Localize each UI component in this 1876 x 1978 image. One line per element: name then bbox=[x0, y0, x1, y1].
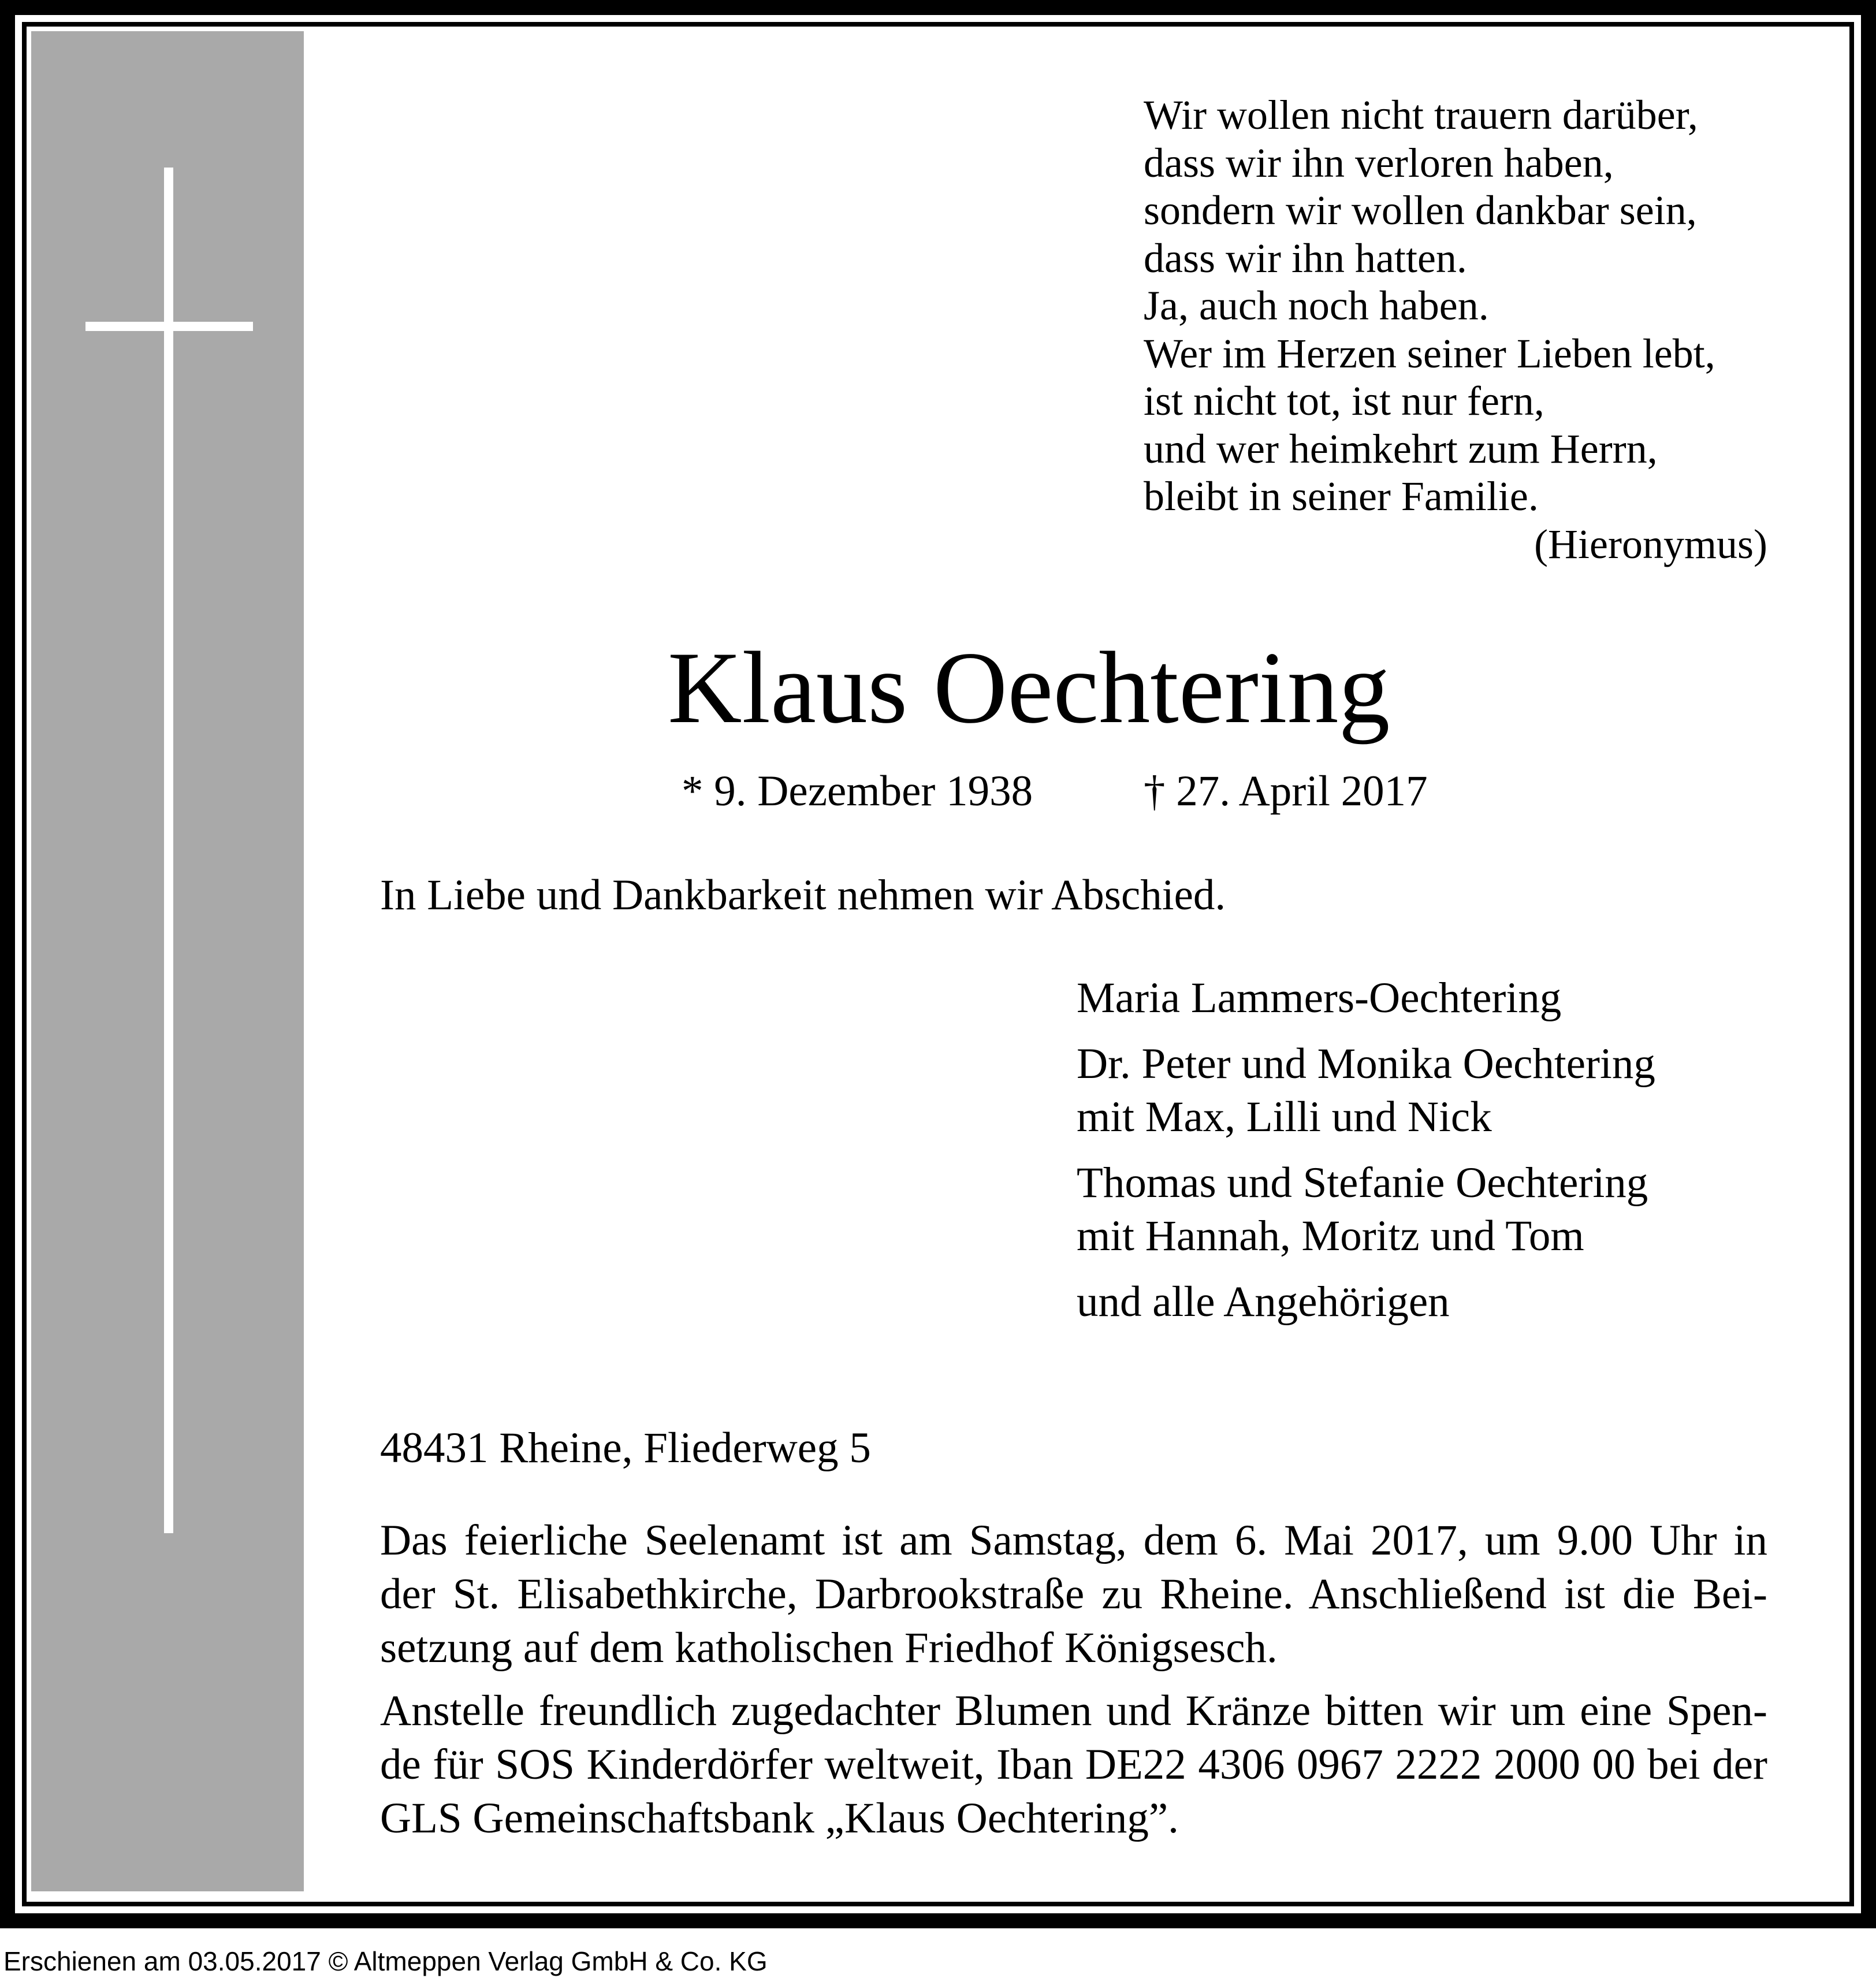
poem-line: Ja, auch noch haben. bbox=[1144, 282, 1489, 329]
family-member: Maria Lammers-Oechtering bbox=[1077, 974, 1562, 1022]
address: 48431 Rheine, Fliederweg 5 bbox=[380, 1424, 871, 1472]
poem-line: dass wir ihn verloren haben, bbox=[1144, 139, 1614, 186]
farewell-text: In Liebe und Dankbarkeit nehmen wir Abschied. bbox=[380, 871, 1226, 919]
poem-line: dass wir ihn hatten. bbox=[1144, 235, 1467, 281]
family-member: Dr. Peter und Monika Oechtering bbox=[1077, 1040, 1655, 1088]
donation-line: Anstelle freundlich zugedachter Blumen und Kränze bitten wir um eine Spen- bbox=[380, 1687, 1767, 1735]
donation-line: GLS Gemeinschaftsbank „Klaus Oechtering”. bbox=[380, 1794, 1179, 1842]
poem bbox=[1144, 91, 1767, 568]
poem-line: ist nicht tot, ist nur fern, bbox=[1144, 378, 1544, 424]
family-group bbox=[1077, 1157, 1827, 1263]
donation-line: de für SOS Kinderdörfer weltweit, Iban DE22 4306 0967 2222 2000 00 bei der bbox=[380, 1741, 1767, 1789]
service-line: setzung auf dem katholischen Friedhof Königsesch. bbox=[380, 1624, 1278, 1672]
birth-date: * 9. Dezember 1938 bbox=[682, 767, 1033, 815]
family-list bbox=[1077, 972, 1827, 1341]
family-member: Thomas und Stefanie Oechtering bbox=[1077, 1159, 1648, 1207]
service-info bbox=[380, 1514, 1767, 1675]
family-member: mit Hannah, Moritz und Tom bbox=[1077, 1212, 1584, 1260]
family-group bbox=[1077, 1038, 1827, 1144]
donation-info bbox=[380, 1684, 1767, 1845]
poem-author: (Hieronymus) bbox=[1534, 520, 1767, 567]
publication-footer: Erschienen am 03.05.2017 © Altmeppen Verlag GmbH & Co. KG bbox=[3, 1946, 768, 1976]
service-line: der St. Elisabethkirche, Darbrookstraße zu Rheine. Anschließend ist die Bei- bbox=[380, 1570, 1767, 1618]
poem-line: bleibt in seiner Familie. bbox=[1144, 473, 1539, 519]
family-group bbox=[1077, 972, 1827, 1025]
service-line: Das feierliche Seelenamt ist am Samstag, dem 6. Mai 2017, um 9.00 Uhr in bbox=[380, 1516, 1767, 1564]
poem-line: und wer heimkehrt zum Herrn, bbox=[1144, 425, 1658, 472]
family-member: mit Max, Lilli und Nick bbox=[1077, 1093, 1492, 1141]
poem-line: sondern wir wollen dankbar sein, bbox=[1144, 187, 1697, 233]
cross-icon bbox=[164, 168, 173, 1533]
family-group bbox=[1077, 1276, 1827, 1329]
deceased-name: Klaus Oechtering bbox=[668, 630, 1390, 745]
poem-line: Wer im Herzen seiner Lieben lebt, bbox=[1144, 330, 1715, 377]
poem-line: Wir wollen nicht trauern darüber, bbox=[1144, 92, 1698, 138]
family-member: und alle Angehörigen bbox=[1077, 1278, 1450, 1326]
life-dates bbox=[682, 765, 1490, 817]
cross-icon-beam bbox=[85, 322, 253, 331]
death-date: † 27. April 2017 bbox=[1144, 767, 1428, 815]
